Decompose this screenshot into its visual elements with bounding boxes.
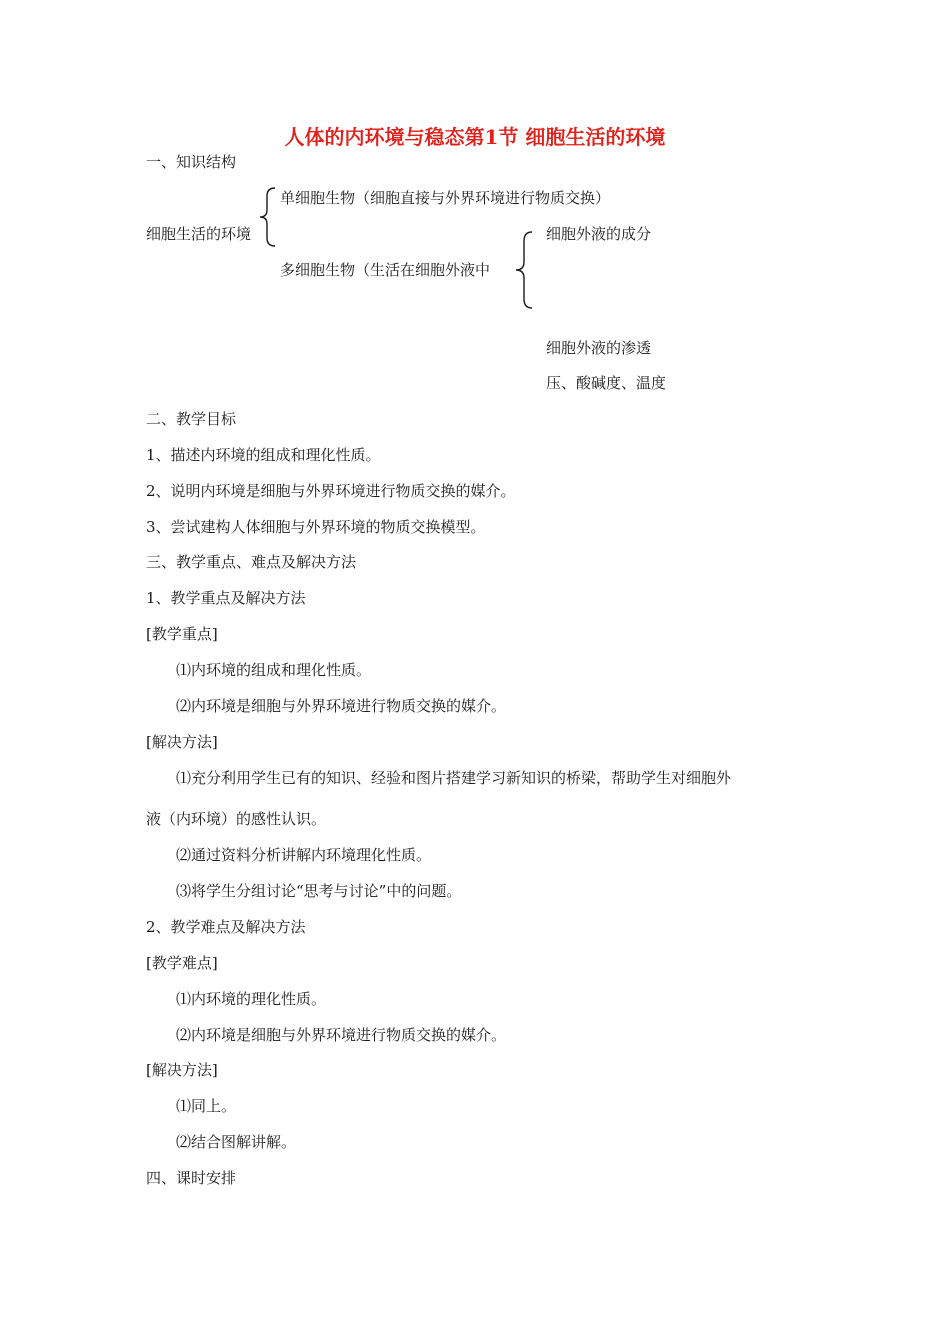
- label-key-points: [教学重点]: [146, 625, 218, 643]
- section-heading-objectives: 二、教学目标: [146, 410, 237, 428]
- key-point-item-1: ⑴内环境的组成和理化性质。: [176, 661, 372, 679]
- label-methods-2: [解决方法]: [146, 1061, 218, 1079]
- subsection-heading-difficulty-methods: 2、教学难点及解决方法: [146, 918, 306, 936]
- brace-root: [257, 186, 279, 248]
- document-title: 人体的内环境与稳态第1节 细胞生活的环境: [284, 125, 666, 149]
- diagram-root-label: 细胞生活的环境: [146, 225, 252, 243]
- objective-item-3: 3、尝试建构人体细胞与外界环境的物质交换模型。: [146, 518, 486, 536]
- diagram-sub-composition: 细胞外液的成分: [546, 225, 652, 243]
- method-item-1-line1: ⑴充分利用学生已有的知识、经验和图片搭建学习新知识的桥梁，帮助学生对细胞外: [176, 769, 732, 787]
- diagram-branch-multi-cell: 多细胞生物（生活在细胞外液中: [280, 261, 491, 279]
- method-item-1-line2: 液（内环境）的感性认识。: [146, 810, 327, 828]
- key-point-item-2: ⑵内环境是细胞与外界环境进行物质交换的媒介。: [176, 697, 507, 715]
- method-item-2: ⑵通过资料分析讲解内环境理化性质。: [176, 846, 432, 864]
- method2-item-2: ⑵结合图解讲解。: [176, 1133, 297, 1151]
- section-heading-key-points: 三、教学重点、难点及解决方法: [146, 553, 357, 571]
- brace-multi-cell: [512, 230, 536, 310]
- diagram-sub-osmotic-line2: 压、酸碱度、温度: [546, 374, 667, 392]
- method-item-3: ⑶将学生分组讨论“思考与讨论”中的问题。: [176, 882, 462, 900]
- section-heading-knowledge-structure: 一、知识结构: [146, 153, 237, 171]
- method2-item-1: ⑴同上。: [176, 1097, 237, 1115]
- difficulty-item-2: ⑵内环境是细胞与外界环境进行物质交换的媒介。: [176, 1026, 507, 1044]
- objective-item-1: 1、描述内环境的组成和理化性质。: [146, 446, 381, 464]
- subsection-heading-key-methods: 1、教学重点及解决方法: [146, 589, 306, 607]
- section-heading-schedule: 四、课时安排: [146, 1169, 237, 1187]
- label-methods-1: [解决方法]: [146, 733, 218, 751]
- label-difficulties: [教学难点]: [146, 954, 218, 972]
- diagram-branch-single-cell: 单细胞生物（细胞直接与外界环境进行物质交换）: [280, 189, 611, 207]
- diagram-sub-osmotic-line1: 细胞外液的渗透: [546, 339, 652, 357]
- difficulty-item-1: ⑴内环境的理化性质。: [176, 990, 327, 1008]
- objective-item-2: 2、说明内环境是细胞与外界环境进行物质交换的媒介。: [146, 482, 516, 500]
